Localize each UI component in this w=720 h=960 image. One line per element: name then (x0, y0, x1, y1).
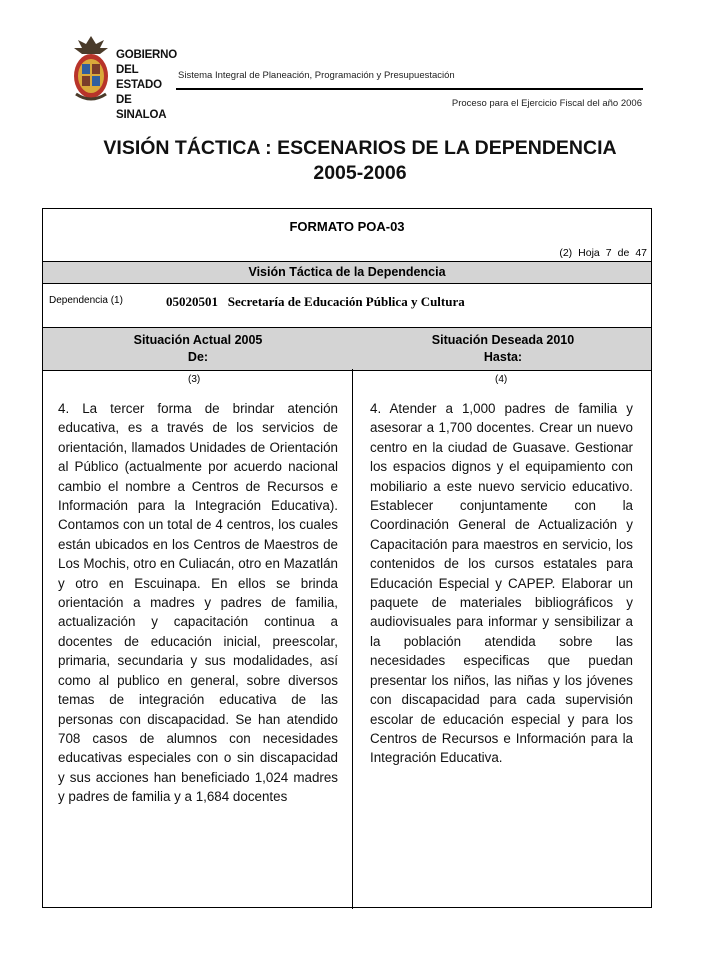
dependency-value: 05020501 Secretaría de Educación Pública y Cultura (166, 294, 465, 309)
sheet-ref: (2) (559, 247, 573, 259)
format-label: FORMATO POA-03 (289, 219, 405, 234)
header-rule (176, 88, 643, 90)
desired-situation-number: (4) (495, 374, 508, 385)
columns-header-band (43, 327, 651, 371)
dependency-label: Dependencia (1) (49, 295, 123, 306)
sinaloa-coat-of-arms-icon (68, 34, 114, 104)
poa-form (42, 208, 652, 908)
logo-wordmark: GOBIERNO DEL ESTADO DE SINALOA (116, 49, 178, 121)
page-title-line-2: 2005-2006 (313, 162, 407, 184)
desired-situation-text: 4. Atender a 1,000 padres de familia y asesorar a 1,700 docentes. Crear un nuevo centro en la ciudad de Guasave. Gestionar los espacios dignos y el equipamiento con mobiliario a este nuevo servicio educativo. Establecer conjuntamente con la Coordinación General de Actualización y Capacitación para maestros en servicio, los contenidos de los cursos estatales para Educación Especial y CAPEP. Elaborar un paquete de materiales bibliográficos y audiovisuales para informar y sensibilizar a la población atendida sobre las necesidades especificas que puedan presentar los niños, las niñas y los jóvenes con discapacidad para cada supervisión escolar de educación especial y para los Centros de Recursos e Información para la Integración Educativa. (370, 401, 633, 766)
sheet-total: 47 (635, 247, 647, 259)
desired-situation-header: Situación Deseada 2010 Hasta: (431, 333, 575, 364)
sheet-info (559, 247, 647, 259)
system-name: Sistema Integral de Planeación, Programación y Presupuestación (178, 70, 455, 81)
current-situation-header: Situación Actual 2005 De: (133, 333, 263, 364)
column-divider (352, 369, 353, 909)
page-title-line-1: VISIÓN TÁCTICA : ESCENARIOS DE LA DEPENDENCIA (103, 137, 617, 159)
current-situation-text: 4. La tercer forma de brindar atención educativa, es a través de los servicios de orientación, llamados Unidades de Orientación al Público (actualmente por acuerdo nacional cambio el nombre a Centros de Recursos e Información para la Integración Educativa). Contamos con un total de 4 centros, los cuales están ubicados en los Centros de Maestros de Los Mochis, otro en Culiacán, otro en Mazatlán y otro en Escuinapa. En ellos se brinda orientación a madres y padres de familia, actualización y capacitación continua a docentes de educación inicial, preescolar, primaria, secundaria y sus modalidades, así como al publico en general, sobre diversos temas de integración educativa de las personas con discapacidad. Se han atendido 708 casos de alumnos con necesidades educativas especiales con o sin discapacidad y sus acciones han beneficiado 1,024 madres y padres de familia y a 1,684 docentes (58, 401, 338, 805)
section-title: Visión Táctica de la Dependencia (43, 262, 651, 284)
sheet-de-label: de (617, 247, 630, 259)
sheet-hoja-label: Hoja (578, 247, 600, 259)
process-note: Proceso para el Ejercicio Fiscal del año 2006 (451, 98, 642, 109)
state-logo (68, 34, 178, 121)
page-title (0, 136, 720, 186)
sheet-hoja-number: 7 (605, 247, 612, 259)
current-situation-number: (3) (188, 374, 201, 385)
